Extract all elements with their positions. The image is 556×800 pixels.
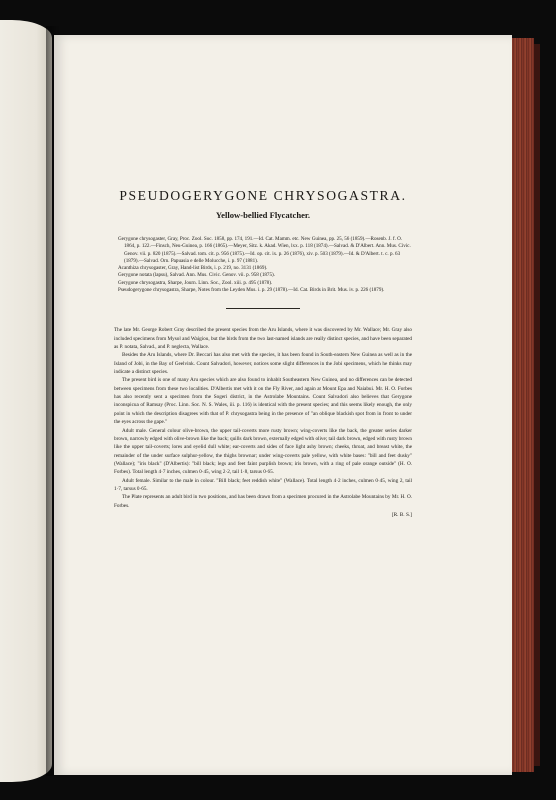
left-page-edge [0,20,52,782]
page-subtitle: Yellow-bellied Flycatcher. [215,210,311,220]
reference-item: Gerygone chrysogaster, Gray, Proc. Zool. Soc. 1858, pp. 174, 191.—Id. Cat. Mamm. etc. New Guinea, pp. 25, 56 (1859).—Rosenb. J. f. O. 1864, p. 122.—Finsch, Neu-Guinea, p. 166 (1865).—Meyer, Sitz. k. Akad. Wien, lxx. p. 118 (1874).—Salvad. & D'Albert. Ann. Mus. Civic. Genov. vii. p. 820 (1875).—Salvad. tom. cit. p. 956 (1875).—Id. op. cit. ix. p. 26 (1876), xiv. p. 503 (1879).—Id. & D'Albert. t. c. p. 63 (1879).—Salvad. Orn. Papuasia e delle Molucche, i. p. 97 (1881). [118,236,411,264]
paragraph: The Plate represents an adult bird in two positions, and has been drawn from a specimen procured in the Astrolabe Mountains by Mr. H. O. Forbes. [114,494,412,509]
page-title: PSEUDOGERYGONE CHRYSOGASTRA. [119,188,407,203]
paragraph: The late Mr. George Robert Gray described the present species from the Aru Islands, where it was discovered by Mr. Wallace; Mr. Gray also included specimens from Mysol and Waigiou, but the birds from the two last-named islands are really distinct species, and have been separated as P. notata, Salvad., and P. neglecta, Wallace. [114,327,412,351]
references [118,236,412,294]
author-initials: [R. B. S.] [391,511,412,518]
reference-item: Pseudogerygone chrysogastra, Sharpe, Notes from the Leyden Mus. i. p. 29 (1878).—Id. Cat. Birds in Brit. Mus. iv. p. 226 (1879). [118,287,385,294]
body-text [114,326,412,510]
reference-item: Gerygone notata (lapsu), Salvad. Ann. Mus. Civic. Genov. vii. p. 958 (1875). [118,272,275,279]
reference-item: Gerygone chrysogastra, Sharpe, Journ. Linn. Soc., Zool. xiii. p. 495 (1878). [118,279,273,286]
cover-edge [534,44,540,766]
paragraph: The present bird is one of many Aru species which are also found to inhabit Southeastern New Guinea, and no differences can be detected between specimens from these two localities. D'Albertis met with it on the Fly River, and again at Mount Epa and Naiabui. Mr. H. O. Forbes has also recently sent a specimen from the Sogeri district, in the Astrolabe Mountains. Count Salvadori also believes that Gerygone inconspicua of Ramsay (Proc. Linn. Soc. N. S. Wales, iii. p. 116) is identical with the present species; and this seems likely enough, the only point in which the description disagrees with that of P. chrysogastra being in the presence of "an oblique blackish spot from in front to under the eyes across the gape." [114,377,412,426]
page-block-edge [512,38,534,772]
section-divider [226,308,300,309]
paragraph: Adult female. Similar to the male in colour. "Bill black; feet reddish white" (Wallace). Total length 4·2 inches, culmen 0·45, wing 2, tail 1·7, tarsus 0·65. [114,477,412,492]
page-content [114,188,412,518]
paragraph: Besides the Aru Islands, where Dr. Beccari has also met with the species, it has been found in South-eastern New Guinea as well as in the Island of Jobi, in the Bay of Geelvink. Count Salvadori, however, notices some slight differences in the Jobi specimens, which he thinks may indicate a distinct species. [114,352,412,376]
paragraph: Adult male. General colour olive-brown, the upper tail-coverts more rusty brown; wing-coverts like the back, the greater series darker brown, narrowly edged with olive-brown like the back; quills dark brown, externally edged with olive; tail dark brown, edged with rusty brown like the upper tail-coverts; lores and eyelid dull white; ear-coverts and sides of face light ashy brown; cheeks, throat, and breast white, the remainder of the under surface sulphur-yellow, the thighs brownar; under wing-coverts pale yellow, with white bases: "bill and feet dusky" (Wallace); "iris black" (D'Albertis): "bill black; legs and feet faint purplish brown; iris brown, with a ring of pale orange outside" (H. O. Forbes). Total length 4·7 inches, culmen 0·45, wing 2·2, tail 1·8, tarsus 0·65. [114,427,412,476]
reference-item: Acanthiza chrysogaster, Gray, Hand-list Birds, i. p. 219, no. 3131 (1869). [118,265,268,272]
